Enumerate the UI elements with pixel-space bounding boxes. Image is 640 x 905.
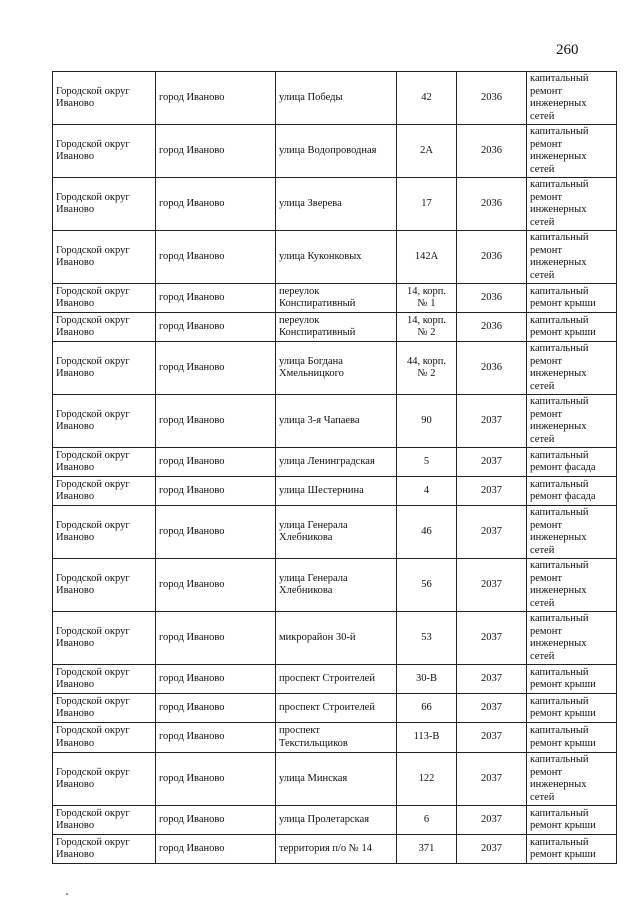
cell-city: [156, 835, 276, 864]
cell-city: [156, 694, 276, 723]
table-row: [53, 178, 617, 231]
cell-street-text: улица Водопроводная: [279, 144, 377, 156]
cell-district-text: Городской округ Иваново: [56, 285, 130, 309]
cell-city: [156, 806, 276, 835]
cell-year: [457, 559, 527, 612]
scan-artifact: [66, 893, 68, 895]
table-row: [53, 72, 617, 125]
cell-work-type-text: капитальный ремонт инженерных сетей: [530, 179, 589, 228]
cell-city: [156, 284, 276, 313]
cell-street-text: улица Пролетарская: [279, 813, 370, 825]
cell-street: [276, 231, 397, 284]
cell-year-text: 2036: [481, 291, 502, 303]
cell-house-number-text: 122: [418, 772, 435, 784]
cell-city: [156, 723, 276, 753]
cell-street: [276, 723, 397, 753]
cell-house-number-text: 44, корп. № 2: [406, 355, 447, 379]
cell-city: [156, 125, 276, 178]
cell-work-type-text: капитальный ремонт инженерных сетей: [530, 396, 589, 445]
cell-house-number: [397, 313, 457, 342]
cell-house-number: [397, 506, 457, 559]
cell-district: [53, 506, 156, 559]
cell-street: [276, 753, 397, 806]
cell-district-text: Городской округ Иваново: [56, 836, 130, 860]
cell-street: [276, 125, 397, 178]
cell-house-number: [397, 612, 457, 665]
table-row: [53, 395, 617, 448]
cell-city-text: город Иваново: [159, 701, 225, 713]
cell-year-text: 2036: [481, 91, 502, 103]
cell-year-text: 2037: [481, 672, 502, 684]
cell-work-type-text: капитальный ремонт крыши: [530, 695, 596, 719]
cell-street-text: переулок Конспиративный: [279, 285, 356, 309]
cell-district: [53, 231, 156, 284]
table-row: [53, 448, 617, 477]
cell-house-number: [397, 178, 457, 231]
cell-house-number-text: 4: [423, 484, 430, 496]
cell-district-text: Городской округ Иваново: [56, 408, 130, 432]
table-row: [53, 612, 617, 665]
cell-year: [457, 231, 527, 284]
cell-street: [276, 506, 397, 559]
cell-city: [156, 506, 276, 559]
cell-work-type: [527, 125, 617, 178]
cell-city-text: город Иваново: [159, 772, 225, 784]
cell-street: [276, 694, 397, 723]
cell-year-text: 2037: [481, 772, 502, 784]
cell-street-text: переулок Конспиративный: [279, 314, 356, 338]
cell-district: [53, 723, 156, 753]
cell-city: [156, 477, 276, 506]
cell-year-text: 2037: [481, 414, 502, 426]
cell-district: [53, 806, 156, 835]
cell-work-type-text: капитальный ремонт инженерных сетей: [530, 754, 589, 803]
cell-year-text: 2037: [481, 578, 502, 590]
cell-street: [276, 313, 397, 342]
cell-house-number: [397, 835, 457, 864]
cell-work-type: [527, 395, 617, 448]
cell-city-text: город Иваново: [159, 197, 225, 209]
cell-district: [53, 753, 156, 806]
cell-district: [53, 694, 156, 723]
cell-district-text: Городской округ Иваново: [56, 766, 130, 790]
table-row: [53, 284, 617, 313]
table-row: [53, 313, 617, 342]
cell-street-text: улица Богдана Хмельницкого: [279, 355, 344, 379]
cell-street-text: улица Зверева: [279, 197, 342, 209]
cell-city: [156, 178, 276, 231]
cell-year-text: 2037: [481, 701, 502, 713]
cell-city-text: город Иваново: [159, 672, 225, 684]
cell-house-number-text: 5: [423, 455, 430, 467]
cell-house-number-text: 142А: [414, 250, 439, 262]
cell-work-type-text: капитальный ремонт инженерных сетей: [530, 232, 589, 281]
cell-work-type-text: капитальный ремонт крыши: [530, 725, 596, 749]
cell-district: [53, 448, 156, 477]
cell-street-text: улица 3-я Чапаева: [279, 414, 360, 426]
cell-city-text: город Иваново: [159, 813, 225, 825]
cell-city-text: город Иваново: [159, 578, 225, 590]
cell-street-text: улица Куконковых: [279, 250, 362, 262]
cell-city: [156, 612, 276, 665]
cell-district-text: Городской округ Иваново: [56, 572, 130, 596]
page-number: 260: [556, 42, 579, 58]
cell-street-text: улица Генерала Хлебникова: [279, 519, 348, 543]
cell-house-number-text: 113-В: [413, 731, 440, 743]
cell-city-text: город Иваново: [159, 144, 225, 156]
cell-district: [53, 178, 156, 231]
cell-city: [156, 559, 276, 612]
cell-city: [156, 753, 276, 806]
cell-work-type: [527, 284, 617, 313]
cell-house-number: [397, 806, 457, 835]
cell-work-type-text: капитальный ремонт инженерных сетей: [530, 126, 589, 175]
cell-house-number: [397, 694, 457, 723]
cell-work-type-text: капитальный ремонт фасада: [530, 449, 596, 473]
cell-city-text: город Иваново: [159, 455, 225, 467]
cell-year: [457, 313, 527, 342]
table-row: [53, 694, 617, 723]
cell-house-number: [397, 448, 457, 477]
cell-year: [457, 694, 527, 723]
cell-house-number: [397, 125, 457, 178]
cell-district: [53, 284, 156, 313]
cell-district-text: Городской округ Иваново: [56, 449, 130, 473]
cell-city: [156, 313, 276, 342]
table-body: [53, 72, 617, 864]
cell-work-type-text: капитальный ремонт инженерных сетей: [530, 560, 589, 609]
cell-year: [457, 284, 527, 313]
cell-district-text: Городской округ Иваново: [56, 314, 130, 338]
cell-house-number-text: 17: [421, 197, 432, 209]
cell-street: [276, 342, 397, 395]
cell-street: [276, 835, 397, 864]
cell-work-type: [527, 313, 617, 342]
cell-street: [276, 559, 397, 612]
cell-city: [156, 231, 276, 284]
cell-work-type: [527, 231, 617, 284]
cell-work-type-text: капитальный ремонт крыши: [530, 807, 596, 831]
cell-house-number: [397, 723, 457, 753]
cell-street: [276, 612, 397, 665]
cell-house-number: [397, 342, 457, 395]
cell-house-number-text: 2А: [420, 144, 433, 156]
table-row: [53, 723, 617, 753]
cell-city: [156, 448, 276, 477]
cell-year: [457, 477, 527, 506]
cell-year: [457, 125, 527, 178]
cell-city-text: город Иваново: [159, 842, 225, 854]
cell-work-type: [527, 835, 617, 864]
cell-street: [276, 72, 397, 125]
cell-work-type: [527, 178, 617, 231]
cell-city-text: город Иваново: [159, 484, 225, 496]
cell-work-type: [527, 342, 617, 395]
cell-year-text: 2037: [481, 842, 502, 854]
cell-work-type-text: капитальный ремонт крыши: [530, 314, 596, 338]
cell-house-number-text: 14, корп. № 1: [406, 285, 447, 309]
cell-year: [457, 178, 527, 231]
cell-city: [156, 395, 276, 448]
cell-year-text: 2037: [481, 631, 502, 643]
cell-street-text: улица Минская: [279, 772, 348, 784]
cell-city-text: город Иваново: [159, 291, 225, 303]
cell-district-text: Городской округ Иваново: [56, 191, 130, 215]
cell-year-text: 2036: [481, 197, 502, 209]
cell-city-text: город Иваново: [159, 320, 225, 332]
cell-year-text: 2036: [481, 144, 502, 156]
cell-work-type: [527, 806, 617, 835]
cell-house-number: [397, 665, 457, 694]
cell-city-text: город Иваново: [159, 361, 225, 373]
cell-year: [457, 806, 527, 835]
cell-year-text: 2037: [481, 484, 502, 496]
cell-house-number-text: 46: [421, 525, 432, 537]
cell-district: [53, 835, 156, 864]
cell-city-text: город Иваново: [159, 91, 225, 103]
cell-street-text: улица Генерала Хлебникова: [279, 572, 348, 596]
cell-city: [156, 342, 276, 395]
cell-work-type-text: капитальный ремонт инженерных сетей: [530, 73, 589, 122]
cell-work-type: [527, 506, 617, 559]
cell-district: [53, 125, 156, 178]
cell-work-type-text: капитальный ремонт крыши: [530, 836, 596, 860]
cell-district: [53, 477, 156, 506]
cell-city: [156, 665, 276, 694]
cell-district-text: Городской округ Иваново: [56, 85, 130, 109]
cell-city-text: город Иваново: [159, 525, 225, 537]
cell-house-number: [397, 284, 457, 313]
cell-work-type: [527, 448, 617, 477]
cell-district: [53, 342, 156, 395]
cell-work-type: [527, 665, 617, 694]
cell-house-number-text: 6: [423, 813, 430, 825]
cell-house-number-text: 66: [421, 701, 432, 713]
table-row: [53, 506, 617, 559]
cell-street-text: проспект Строителей: [279, 672, 375, 684]
cell-district-text: Городской округ Иваново: [56, 355, 130, 379]
table-row: [53, 477, 617, 506]
cell-street: [276, 665, 397, 694]
cell-work-type: [527, 72, 617, 125]
cell-house-number-text: 56: [421, 578, 432, 590]
cell-district-text: Городской округ Иваново: [56, 625, 130, 649]
table-row: [53, 806, 617, 835]
cell-year: [457, 448, 527, 477]
cell-work-type: [527, 753, 617, 806]
cell-district-text: Городской округ Иваново: [56, 725, 130, 749]
cell-work-type: [527, 477, 617, 506]
cell-year: [457, 665, 527, 694]
cell-district: [53, 559, 156, 612]
cell-year: [457, 342, 527, 395]
cell-district: [53, 612, 156, 665]
cell-city-text: город Иваново: [159, 250, 225, 262]
table-row: [53, 231, 617, 284]
cell-work-type-text: капитальный ремонт инженерных сетей: [530, 613, 589, 662]
cell-street-text: территория п/о № 14: [279, 842, 372, 854]
cell-year-text: 2036: [481, 361, 502, 373]
cell-street: [276, 284, 397, 313]
cell-house-number-text: 90: [421, 414, 432, 426]
table-row: [53, 559, 617, 612]
cell-work-type-text: капитальный ремонт инженерных сетей: [530, 343, 589, 392]
table-row: [53, 835, 617, 864]
cell-year-text: 2036: [481, 250, 502, 262]
cell-year: [457, 506, 527, 559]
cell-district-text: Городской округ Иваново: [56, 519, 130, 543]
cell-work-type: [527, 694, 617, 723]
cell-work-type-text: капитальный ремонт крыши: [530, 285, 596, 309]
cell-district-text: Городской округ Иваново: [56, 666, 130, 690]
table-row: [53, 665, 617, 694]
cell-house-number: [397, 231, 457, 284]
table-row: [53, 342, 617, 395]
cell-house-number-text: 53: [421, 631, 432, 643]
cell-year: [457, 723, 527, 753]
cell-house-number-text: 42: [421, 91, 432, 103]
cell-work-type-text: капитальный ремонт крыши: [530, 666, 596, 690]
cell-district: [53, 395, 156, 448]
cell-district-text: Городской округ Иваново: [56, 478, 130, 502]
cell-street-text: проспект Текстильщиков: [279, 725, 348, 749]
cell-house-number: [397, 72, 457, 125]
cell-year-text: 2037: [481, 813, 502, 825]
cell-year: [457, 835, 527, 864]
cell-street: [276, 395, 397, 448]
cell-work-type: [527, 559, 617, 612]
table-row: [53, 753, 617, 806]
cell-work-type-text: капитальный ремонт фасада: [530, 478, 596, 502]
cell-year: [457, 753, 527, 806]
cell-district-text: Городской округ Иваново: [56, 695, 130, 719]
cell-year: [457, 72, 527, 125]
cell-house-number: [397, 559, 457, 612]
cell-city-text: город Иваново: [159, 414, 225, 426]
cell-year: [457, 612, 527, 665]
cell-year-text: 2037: [481, 525, 502, 537]
cell-street-text: улица Ленинградская: [279, 455, 375, 467]
cell-year: [457, 395, 527, 448]
cell-district-text: Городской округ Иваново: [56, 807, 130, 831]
cell-street: [276, 806, 397, 835]
repair-schedule-table: [52, 71, 617, 864]
cell-street: [276, 178, 397, 231]
cell-work-type-text: капитальный ремонт инженерных сетей: [530, 507, 589, 556]
cell-street-text: проспект Строителей: [279, 701, 375, 713]
cell-street-text: микрорайон 30-й: [279, 631, 356, 643]
cell-city-text: город Иваново: [159, 731, 225, 743]
cell-year-text: 2036: [481, 320, 502, 332]
table-row: [53, 125, 617, 178]
cell-street-text: улица Победы: [279, 91, 343, 103]
cell-house-number: [397, 477, 457, 506]
cell-house-number-text: 30-В: [416, 672, 437, 684]
cell-house-number: [397, 395, 457, 448]
cell-year-text: 2037: [481, 455, 502, 467]
cell-city-text: город Иваново: [159, 631, 225, 643]
cell-street: [276, 448, 397, 477]
cell-district: [53, 313, 156, 342]
cell-street-text: улица Шестернина: [279, 484, 364, 496]
cell-district-text: Городской округ Иваново: [56, 244, 130, 268]
cell-house-number-text: 14, корп. № 2: [406, 314, 447, 338]
cell-district: [53, 72, 156, 125]
cell-district: [53, 665, 156, 694]
cell-work-type: [527, 612, 617, 665]
cell-house-number-text: 371: [418, 842, 435, 854]
cell-city: [156, 72, 276, 125]
cell-district-text: Городской округ Иваново: [56, 138, 130, 162]
cell-street: [276, 477, 397, 506]
cell-year-text: 2037: [481, 731, 502, 743]
cell-house-number: [397, 753, 457, 806]
cell-work-type: [527, 723, 617, 753]
